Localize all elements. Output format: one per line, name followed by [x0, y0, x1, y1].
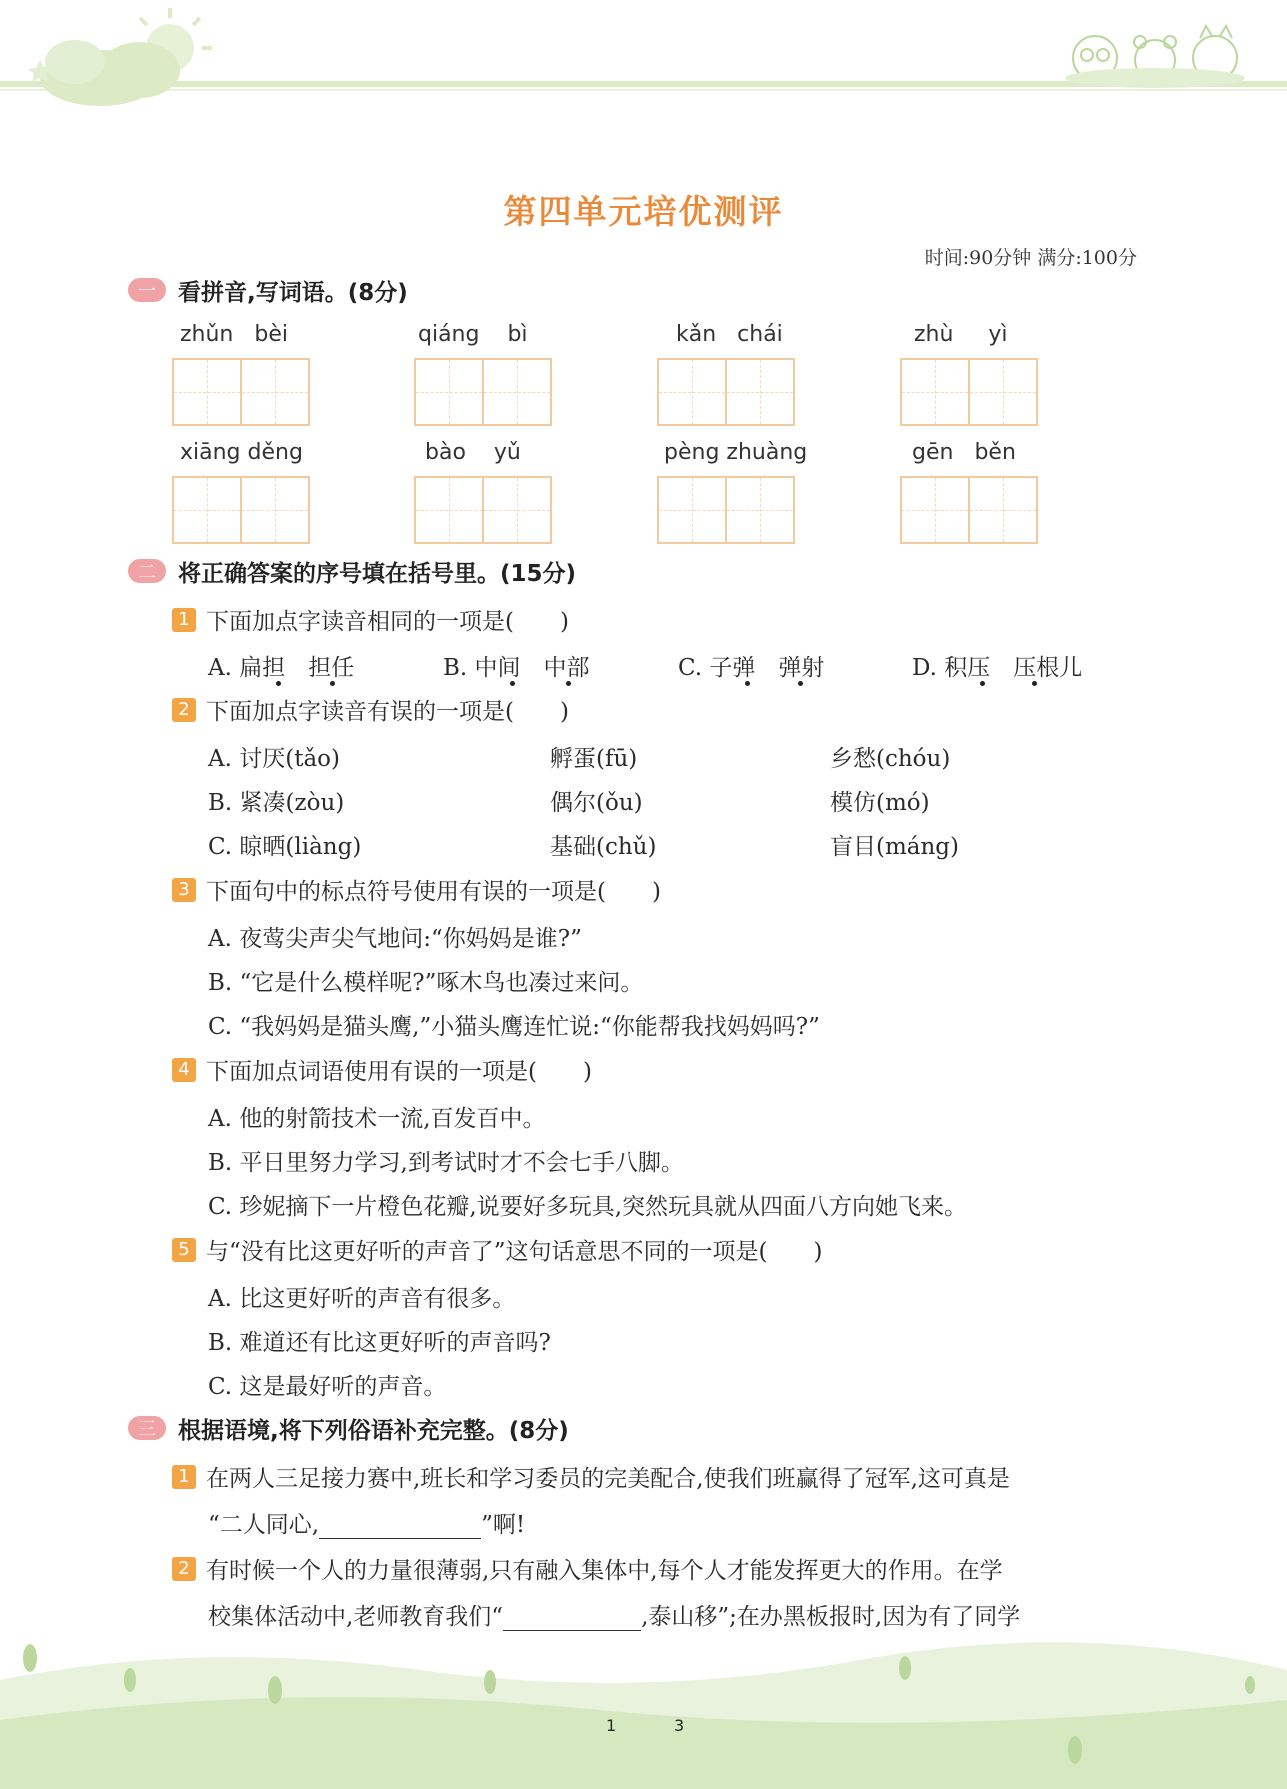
- writing-grid[interactable]: [172, 476, 310, 544]
- option-a-item-2: 孵蛋(fū): [550, 746, 638, 772]
- animal-friends-decoration: [1060, 20, 1260, 90]
- question-number: 5: [172, 1238, 196, 1262]
- cloud-sun-decoration: [20, 0, 220, 115]
- pinyin-label: zhù yì: [914, 322, 1008, 347]
- question-number: 2: [172, 1557, 196, 1581]
- question-number: 3: [172, 878, 196, 902]
- question-number: 2: [172, 698, 196, 722]
- option-c-item-1[interactable]: C. 晾晒(liàng): [208, 834, 362, 860]
- writing-grid[interactable]: [414, 358, 552, 426]
- option-c[interactable]: C. 珍妮摘下一片橙色花瓣,说要好多玩具,突然玩具就从四面八方向她飞来。: [208, 1194, 968, 1220]
- emphasis-dot: [980, 681, 985, 686]
- answer-blank[interactable]: [503, 1606, 641, 1631]
- option-c[interactable]: C. 子弹 弹射: [678, 655, 825, 681]
- section-1-header: [128, 272, 408, 308]
- question-text: 与“没有比这更好听的声音了”这句话意思不同的一项是( ): [206, 1239, 823, 1265]
- fill-question-1-line2: “二人同心, ”啊!: [208, 1512, 526, 1538]
- time-score-info: 时间:90分钟 满分:100分: [924, 247, 1137, 269]
- option-a[interactable]: A. 他的射箭技术一流,百发百中。: [208, 1106, 546, 1132]
- option-c[interactable]: C. 这是最好听的声音。: [208, 1374, 447, 1400]
- pinyin-label: qiáng bì: [418, 322, 528, 347]
- emphasis-dot: [566, 681, 571, 686]
- page-title: 第四单元培优测评: [503, 192, 784, 231]
- fill-question-2-line2: 校集体活动中,老师教育我们“ ,泰山移”;在办黑板报时,因为有了同学: [208, 1604, 1021, 1630]
- writing-grid[interactable]: [657, 476, 795, 544]
- writing-grid[interactable]: [900, 358, 1038, 426]
- option-c-item-2: 基础(chǔ): [550, 834, 657, 860]
- question-1: [172, 603, 569, 636]
- question-text: 下面加点字读音有误的一项是( ): [206, 699, 569, 725]
- option-a[interactable]: A. 比这更好听的声音有很多。: [208, 1286, 516, 1312]
- option-b[interactable]: B. 中间 中部: [443, 655, 590, 681]
- emphasis-dot: [798, 681, 803, 686]
- writing-grid[interactable]: [900, 476, 1038, 544]
- writing-grid[interactable]: [172, 358, 310, 426]
- emphasis-dot: [276, 681, 281, 686]
- answer-blank[interactable]: [319, 1514, 481, 1539]
- section-badge: 一: [128, 278, 166, 302]
- question-number: 1: [172, 608, 196, 632]
- section-3-header: [128, 1410, 569, 1446]
- fill-question-1: [172, 1460, 1010, 1493]
- option-b-item-2: 偶尔(ǒu): [550, 790, 643, 816]
- question-3: [172, 873, 661, 906]
- option-b-item-3: 模仿(mó): [830, 790, 930, 816]
- writing-grid[interactable]: [657, 358, 795, 426]
- pinyin-label: bào yǔ: [425, 440, 521, 465]
- writing-grid[interactable]: [414, 476, 552, 544]
- question-number: 1: [172, 1465, 196, 1489]
- page-number-left: 1: [606, 1716, 617, 1735]
- emphasis-dot: [1032, 681, 1037, 686]
- pinyin-label: gēn běn: [912, 440, 1016, 465]
- emphasis-dot: [510, 681, 515, 686]
- question-2: [172, 693, 569, 726]
- emphasis-dot: [330, 681, 335, 686]
- option-a-item-3: 乡愁(chóu): [830, 746, 951, 772]
- question-text: 有时候一个人的力量很薄弱,只有融入集体中,每个人才能发挥更大的作用。在学: [206, 1558, 1003, 1584]
- pinyin-label: kǎn chái: [676, 322, 783, 347]
- section-badge: 三: [128, 1416, 166, 1440]
- option-a[interactable]: A. 扁担 担任: [208, 655, 355, 681]
- question-text: 下面加点字读音相同的一项是( ): [206, 609, 569, 635]
- option-b[interactable]: B. “它是什么模样呢?”啄木鸟也凑过来问。: [208, 970, 644, 996]
- question-text: 在两人三足接力赛中,班长和学习委员的完美配合,使我们班赢得了冠军,这可真是: [206, 1466, 1010, 1492]
- section-title: 根据语境,将下列俗语补充完整。(8分): [178, 1417, 569, 1444]
- question-text: 下面加点词语使用有误的一项是( ): [206, 1059, 592, 1085]
- landscape-footer-decoration: [0, 1640, 1287, 1789]
- question-4: [172, 1053, 592, 1086]
- option-b[interactable]: B. 难道还有比这更好听的声音吗?: [208, 1330, 551, 1356]
- fill-question-2: [172, 1552, 1003, 1585]
- option-b[interactable]: B. 平日里努力学习,到考试时才不会七手八脚。: [208, 1150, 684, 1176]
- option-c[interactable]: C. “我妈妈是猫头鹰,”小猫头鹰连忙说:“你能帮我找妈妈吗?”: [208, 1014, 820, 1040]
- question-5: [172, 1233, 822, 1266]
- section-2-header: [128, 553, 576, 589]
- page-number-right: 3: [674, 1716, 685, 1735]
- pinyin-label: xiāng děng: [180, 440, 303, 465]
- option-d[interactable]: D. 积压 压根儿: [912, 655, 1083, 681]
- option-c-item-3: 盲目(máng): [830, 834, 960, 860]
- section-title: 将正确答案的序号填在括号里。(15分): [178, 560, 577, 587]
- option-a-item-1[interactable]: A. 讨厌(tǎo): [208, 746, 340, 772]
- question-text: 下面句中的标点符号使用有误的一项是( ): [206, 879, 661, 905]
- pinyin-label: zhǔn bèi: [180, 322, 288, 347]
- section-badge: 二: [128, 559, 166, 583]
- section-title: 看拼音,写词语。(8分): [178, 279, 408, 306]
- option-b-item-1[interactable]: B. 紧凑(zòu): [208, 790, 345, 816]
- question-number: 4: [172, 1058, 196, 1082]
- option-a[interactable]: A. 夜莺尖声尖气地问:“你妈妈是谁?”: [208, 926, 582, 952]
- pinyin-label: pèng zhuàng: [664, 440, 808, 465]
- emphasis-dot: [745, 681, 750, 686]
